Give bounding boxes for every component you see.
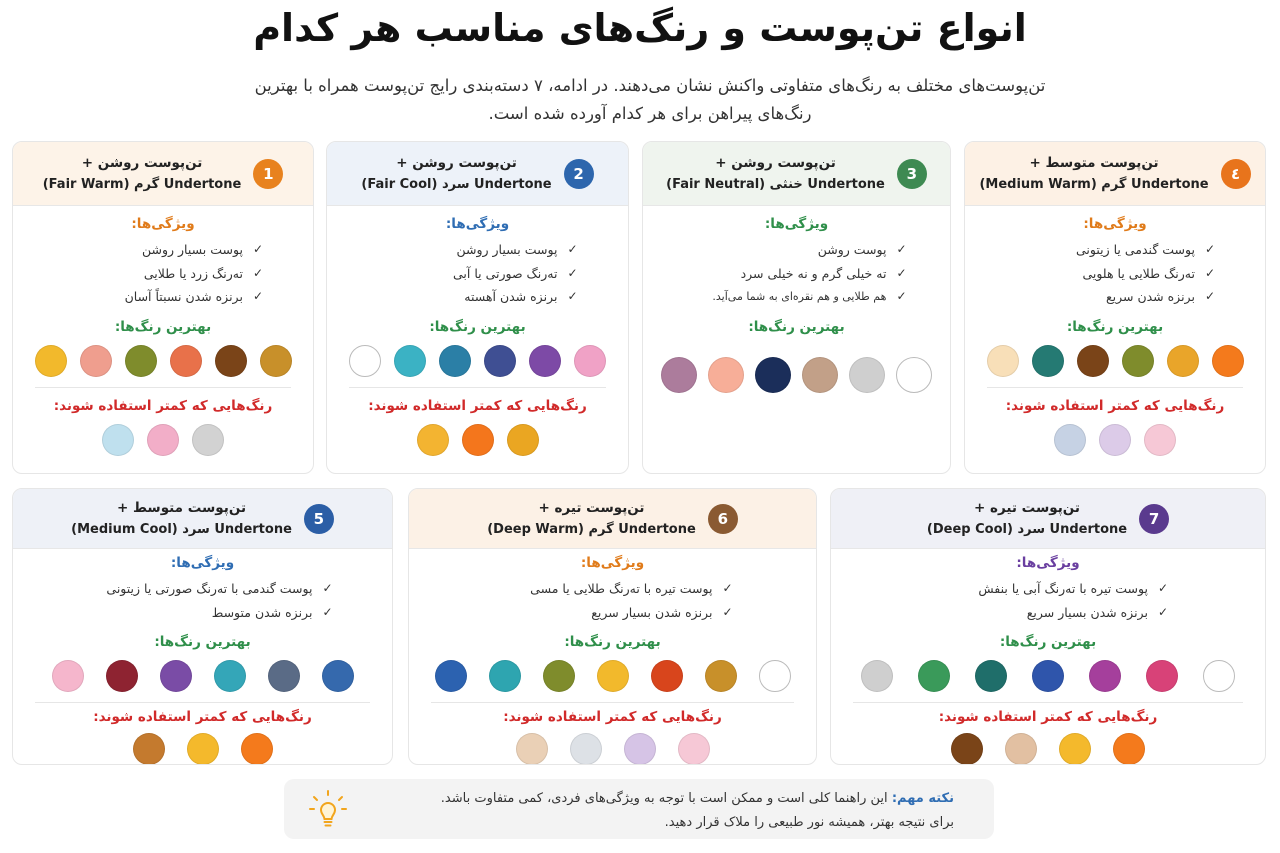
- card-header: [327, 142, 628, 206]
- check-icon: ✓: [252, 265, 263, 280]
- features-heading: ویژگی‌ها:: [1016, 555, 1080, 571]
- color-swatch: [624, 733, 656, 765]
- best-colors: [965, 345, 1265, 377]
- best-colors: [409, 660, 816, 692]
- color-swatch: [1146, 660, 1178, 692]
- color-swatch: [1032, 345, 1064, 377]
- divider: [349, 387, 606, 388]
- check-icon: ✓: [252, 289, 263, 303]
- check-icon: ✓: [1204, 289, 1215, 303]
- card-title: تن‌پوست روشن +: [715, 154, 836, 171]
- card-medium-cool: [12, 488, 393, 765]
- note-label: نکته مهم:: [891, 791, 954, 806]
- color-swatch: [322, 660, 354, 692]
- card-number-badge: 3: [897, 159, 927, 189]
- color-swatch: [529, 345, 561, 377]
- check-icon: ✓: [567, 242, 578, 256]
- color-swatch: [543, 660, 575, 692]
- check-icon: ✓: [322, 581, 333, 595]
- features-heading: ویژگی‌ها:: [131, 216, 195, 232]
- color-swatch: [268, 660, 300, 692]
- feature-item: ✓ پوست گندمی یا زیتونی: [1015, 238, 1215, 262]
- features-heading: ویژگی‌ها:: [445, 216, 510, 232]
- color-swatch: [507, 424, 539, 456]
- avoid-colors: [13, 424, 313, 456]
- avoid-colors: [965, 424, 1265, 456]
- card-number-badge: 6: [708, 504, 738, 534]
- feature-item: ✓ پوست روشن: [687, 238, 907, 262]
- note-line-1: این راهنما کلی است و ممکن است با توجه به ویژگی‌های فردی، کمی متفاوت باشد.: [440, 791, 888, 806]
- features-list: [63, 238, 263, 309]
- features-list: [687, 238, 907, 309]
- color-swatch: [1077, 345, 1109, 377]
- card-title: تن‌پوست متوسط +: [1029, 154, 1159, 171]
- best-colors-heading: بهترین رنگ‌ها:: [429, 318, 526, 335]
- color-swatch: [394, 345, 426, 377]
- avoid-colors-heading: رنگ‌هایی که کمتر استفاده شوند:: [93, 709, 312, 725]
- color-swatch: [102, 424, 134, 456]
- features-list: [928, 577, 1168, 624]
- features-list: [1015, 238, 1215, 309]
- best-colors: [13, 660, 392, 692]
- features-list: [378, 238, 578, 309]
- card-deep-cool: [830, 488, 1266, 765]
- color-swatch: [918, 660, 950, 692]
- card-title: تن‌پوست روشن +: [396, 154, 517, 171]
- color-swatch: [147, 424, 179, 456]
- features-list: [493, 577, 733, 624]
- features-list: [73, 577, 333, 624]
- color-swatch: [661, 357, 697, 393]
- card-subtitle: Undertone گرم (Fair Warm): [42, 176, 242, 192]
- best-colors: [831, 660, 1265, 692]
- feature-item: ✓ برنزه شدن نسبتاً آسان: [63, 285, 263, 309]
- best-colors-heading: بهترین رنگ‌ها:: [564, 634, 661, 650]
- check-icon: ✓: [1204, 265, 1215, 280]
- best-colors: [643, 357, 950, 393]
- card-header: [409, 489, 816, 549]
- color-swatch: [439, 345, 471, 377]
- avoid-colors-heading: رنگ‌هایی که کمتر استفاده شوند:: [503, 709, 722, 725]
- feature-item: ✓ ته خیلی گرم و نه خیلی سرد: [687, 262, 907, 286]
- features-heading: ویژگی‌ها:: [1083, 216, 1147, 232]
- color-swatch: [705, 660, 737, 692]
- color-swatch: [1144, 424, 1176, 456]
- color-swatch: [435, 660, 467, 692]
- lightbulb-icon: [308, 789, 348, 831]
- feature-item: ✓ پوست تیره با ته‌رنگ طلایی یا مسی: [493, 577, 733, 601]
- color-swatch: [35, 345, 67, 377]
- color-swatch: [574, 345, 606, 377]
- card-subtitle: Undertone سرد (Medium Cool): [71, 521, 292, 537]
- page-title: انواع تن‌پوست و رنگ‌های مناسب هر کدام: [253, 6, 1027, 50]
- check-icon: ✓: [722, 604, 733, 619]
- card-title: تن‌پوست تیره +: [538, 499, 645, 516]
- feature-item: ✓ برنزه شدن آهسته: [378, 285, 578, 309]
- best-colors-heading: بهترین رنگ‌ها:: [154, 634, 251, 650]
- color-swatch: [849, 357, 885, 393]
- feature-item: ✓ برنزه شدن سریع: [1015, 285, 1215, 309]
- color-swatch: [106, 660, 138, 692]
- color-swatch: [1113, 733, 1145, 765]
- card-fair-neutral: [642, 141, 951, 474]
- feature-item: ✓ پوست بسیار روشن: [63, 238, 263, 262]
- feature-item: ✓ هم طلایی و هم نقره‌ای به شما می‌آید.: [687, 285, 907, 309]
- avoid-colors: [409, 733, 816, 765]
- check-icon: ✓: [322, 604, 333, 619]
- feature-item: ✓ پوست گندمی با ته‌رنگ صورتی یا زیتونی: [73, 577, 333, 601]
- avoid-colors-heading: رنگ‌هایی که کمتر استفاده شوند:: [938, 709, 1158, 725]
- color-swatch: [417, 424, 449, 456]
- color-swatch: [1099, 424, 1131, 456]
- card-number-badge: 2: [564, 159, 594, 189]
- color-swatch: [349, 345, 381, 377]
- color-swatch: [160, 660, 192, 692]
- best-colors-heading: بهترین رنگ‌ها:: [999, 634, 1097, 650]
- color-swatch: [987, 345, 1019, 377]
- divider: [35, 387, 291, 388]
- best-colors: [327, 345, 628, 377]
- color-swatch: [570, 733, 602, 765]
- best-colors-heading: بهترین رنگ‌ها:: [1066, 318, 1164, 335]
- features-heading: ویژگی‌ها:: [580, 555, 645, 571]
- color-swatch: [52, 660, 84, 692]
- color-swatch: [651, 660, 683, 692]
- check-icon: ✓: [1157, 604, 1168, 619]
- color-swatch: [125, 345, 157, 377]
- card-number-badge: 5: [304, 504, 334, 534]
- check-icon: ✓: [1204, 242, 1215, 256]
- color-swatch: [759, 660, 791, 692]
- check-icon: ✓: [722, 581, 733, 595]
- avoid-colors-heading: رنگ‌هایی که کمتر استفاده شوند:: [368, 397, 587, 414]
- card-title: تن‌پوست تیره +: [974, 499, 1080, 516]
- color-swatch: [215, 345, 247, 377]
- check-icon: ✓: [896, 289, 907, 303]
- feature-item: ✓ برنزه شدن متوسط: [73, 601, 333, 625]
- color-swatch: [975, 660, 1007, 692]
- color-swatch: [260, 345, 292, 377]
- card-subtitle: Undertone سرد (Fair Cool): [361, 176, 552, 192]
- important-note: [284, 779, 994, 839]
- color-swatch: [241, 733, 273, 765]
- avoid-colors-heading: رنگ‌هایی که کمتر استفاده شوند:: [53, 397, 273, 414]
- color-swatch: [1122, 345, 1154, 377]
- check-icon: ✓: [896, 265, 907, 280]
- feature-item: ✓ ته‌رنگ زرد یا طلایی: [63, 262, 263, 286]
- divider: [431, 702, 794, 703]
- check-icon: ✓: [896, 242, 907, 256]
- card-subtitle: Undertone خنثی (Fair Neutral): [666, 176, 885, 192]
- card-header: [13, 489, 392, 549]
- card-fair-cool: [326, 141, 629, 474]
- color-swatch: [1005, 733, 1037, 765]
- color-swatch: [170, 345, 202, 377]
- card-header: [831, 489, 1265, 549]
- card-number-badge: ٤: [1221, 159, 1251, 189]
- card-subtitle: Undertone گرم (Deep Warm): [487, 521, 696, 537]
- color-swatch: [597, 660, 629, 692]
- color-swatch: [678, 733, 710, 765]
- color-swatch: [1032, 660, 1064, 692]
- card-number-badge: 7: [1139, 504, 1169, 534]
- card-header: [965, 142, 1265, 206]
- card-deep-warm: [408, 488, 817, 765]
- color-swatch: [80, 345, 112, 377]
- color-swatch: [462, 424, 494, 456]
- color-swatch: [1054, 424, 1086, 456]
- avoid-colors-heading: رنگ‌هایی که کمتر استفاده شوند:: [1005, 397, 1225, 414]
- color-swatch: [861, 660, 893, 692]
- card-number-badge: 1: [253, 159, 283, 189]
- best-colors: [13, 345, 313, 377]
- color-swatch: [1212, 345, 1244, 377]
- card-subtitle: Undertone سرد (Deep Cool): [926, 521, 1128, 537]
- feature-item: ✓ پوست تیره با ته‌رنگ آبی یا بنفش: [928, 577, 1168, 601]
- color-swatch: [133, 733, 165, 765]
- color-swatch: [802, 357, 838, 393]
- color-swatch: [1167, 345, 1199, 377]
- divider: [35, 702, 370, 703]
- card-subtitle: Undertone گرم (Medium Warm): [979, 176, 1209, 192]
- card-title: تن‌پوست روشن +: [81, 154, 203, 171]
- feature-item: ✓ ته‌رنگ طلایی یا هلویی: [1015, 262, 1215, 286]
- color-swatch: [951, 733, 983, 765]
- color-swatch: [214, 660, 246, 692]
- note-text: [374, 787, 954, 835]
- feature-item: ✓ ته‌رنگ صورتی یا آبی: [378, 262, 578, 286]
- color-swatch: [708, 357, 744, 393]
- features-heading: ویژگی‌ها:: [764, 216, 829, 232]
- intro-text: تن‌پوست‌های مختلف به رنگ‌های متفاوتی واکنش نشان می‌دهند. در ادامه، ۷ دسته‌بندی رایج تن‌پوست همراه با بهترین رنگ‌های پیراهن برای هر کدام آورده شده است.: [254, 76, 1046, 123]
- best-colors-heading: بهترین رنگ‌ها:: [748, 318, 845, 335]
- feature-item: ✓ برنزه شدن بسیار سریع: [493, 601, 733, 625]
- avoid-colors: [13, 733, 392, 765]
- color-swatch: [192, 424, 224, 456]
- features-heading: ویژگی‌ها:: [170, 555, 235, 571]
- card-title: تن‌پوست متوسط +: [116, 499, 247, 516]
- card-header: [643, 142, 950, 206]
- check-icon: ✓: [252, 242, 263, 256]
- divider: [987, 387, 1243, 388]
- avoid-colors: [327, 424, 628, 456]
- color-swatch: [516, 733, 548, 765]
- card-medium-warm: [964, 141, 1266, 474]
- check-icon: ✓: [1157, 581, 1168, 595]
- card-header: [13, 142, 313, 206]
- feature-item: ✓ پوست بسیار روشن: [378, 238, 578, 262]
- color-swatch: [1059, 733, 1091, 765]
- color-swatch: [755, 357, 791, 393]
- divider: [853, 702, 1243, 703]
- card-fair-warm: [12, 141, 314, 474]
- color-swatch: [187, 733, 219, 765]
- color-swatch: [484, 345, 516, 377]
- feature-item: ✓ برنزه شدن بسیار سریع: [928, 601, 1168, 625]
- color-swatch: [896, 357, 932, 393]
- color-swatch: [489, 660, 521, 692]
- color-swatch: [1089, 660, 1121, 692]
- avoid-colors: [831, 733, 1265, 765]
- best-colors-heading: بهترین رنگ‌ها:: [114, 318, 212, 335]
- check-icon: ✓: [567, 265, 578, 280]
- note-line-2: برای نتیجه بهتر، همیشه نور طبیعی را ملاک قرار دهید.: [664, 815, 954, 830]
- color-swatch: [1203, 660, 1235, 692]
- check-icon: ✓: [567, 289, 578, 303]
